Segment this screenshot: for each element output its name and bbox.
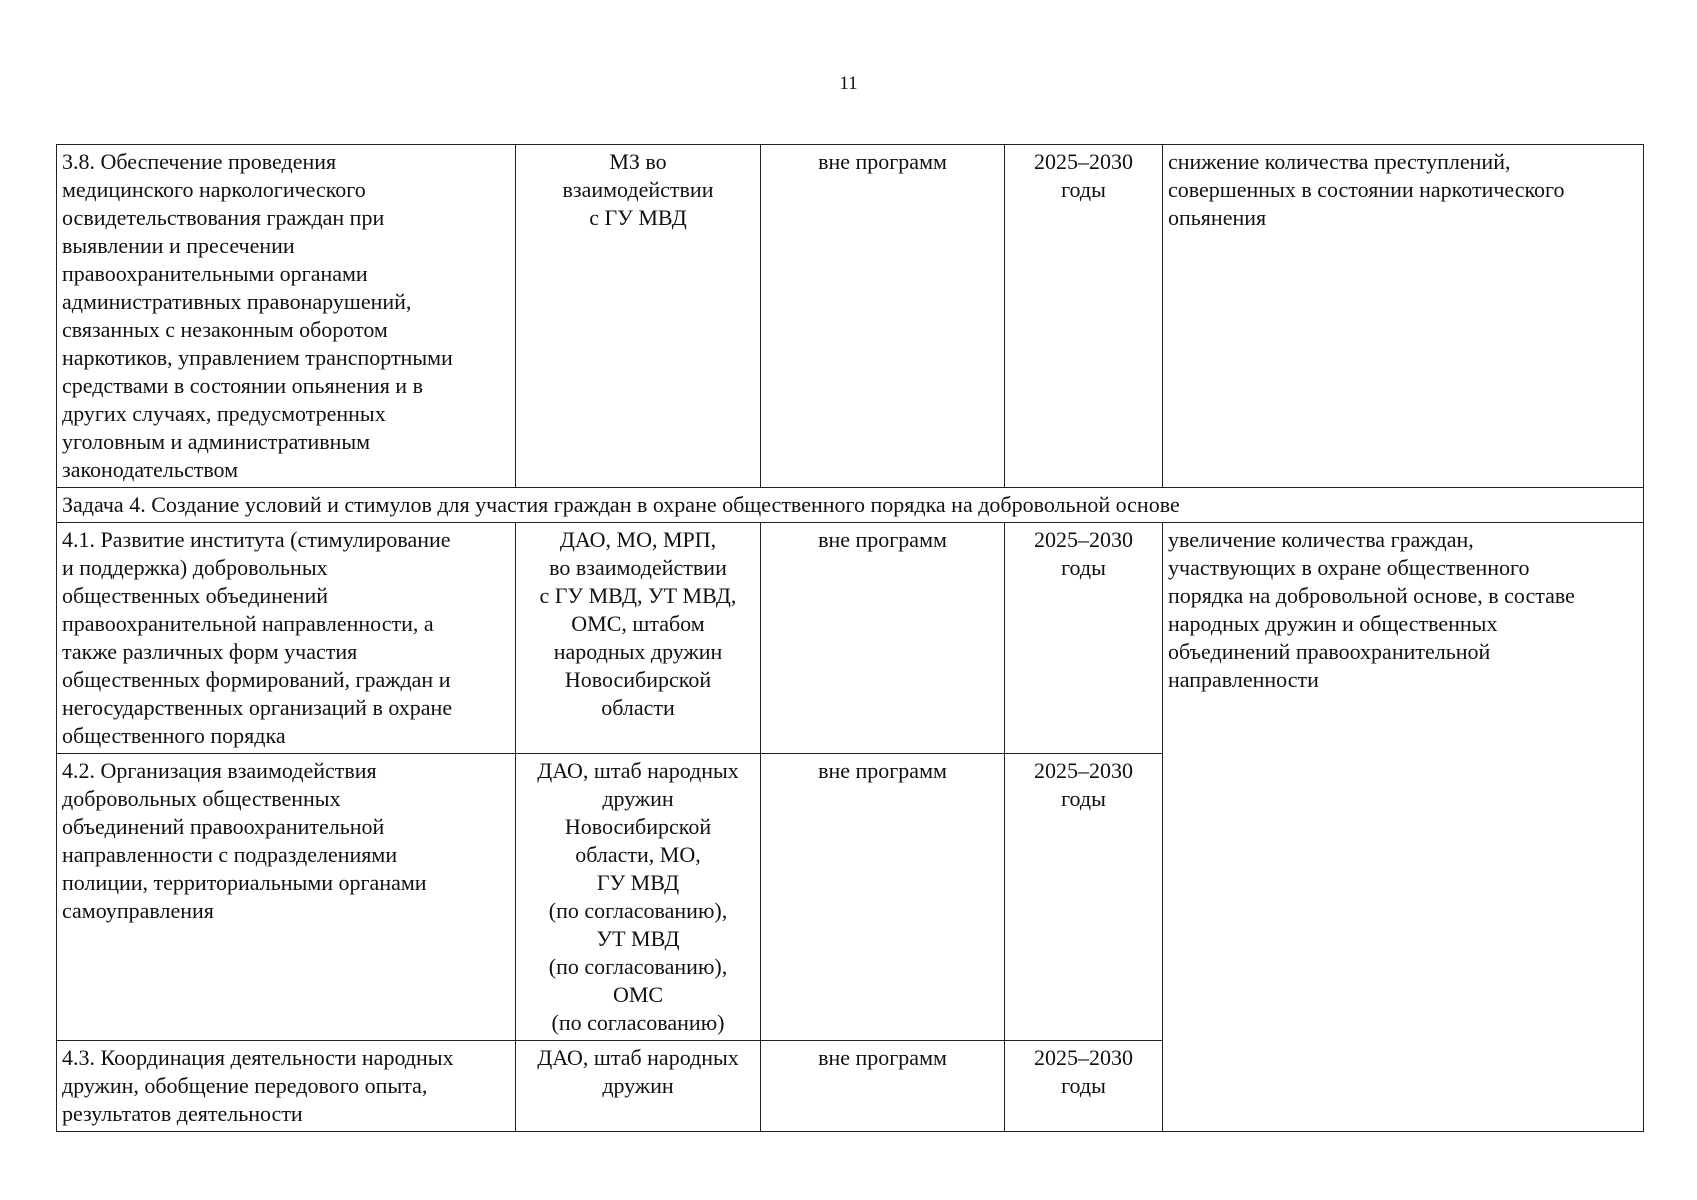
measure-cell: 4.3. Координация деятельности народных дружин, обобщение передового опыта, результатов деятельности: [57, 1041, 516, 1132]
table-row: [57, 145, 1644, 488]
funding-cell: вне программ: [761, 1041, 1005, 1132]
period-cell: 2025–2030 годы: [1005, 754, 1163, 1041]
task-header-row: [57, 488, 1644, 523]
page-number: 11: [839, 73, 858, 94]
period-cell: 2025–2030 годы: [1005, 145, 1163, 488]
executor-cell: ДАО, МО, МРП, во взаимодействии с ГУ МВД, УТ МВД, ОМС, штабом народных дружин Новосибирской области: [516, 523, 761, 754]
table-row: [57, 523, 1644, 754]
result-cell: увеличение количества граждан, участвующих в охране общественного порядка на добровольной основе, в составе народных дружин и общественных объединений правоохранительной направленности: [1163, 523, 1644, 1132]
measure-cell: 3.8. Обеспечение проведения медицинского наркологического освидетельствования граждан при выявлении и пресечении правоохранительными органами административных правонарушений, связанных с незаконным оборотом наркотиков, управлением транспортными средствами в состоянии опьянения и в других случаях, предусмотренных уголовным и административным законодательством: [57, 145, 516, 488]
funding-cell: вне программ: [761, 754, 1005, 1041]
measure-cell: 4.1. Развитие института (стимулирование и поддержка) добровольных общественных объединений правоохранительной направленности, а также различных форм участия общественных формирований, граждан и негосударственных организаций в охране общественного порядка: [57, 523, 516, 754]
executor-cell: МЗ во взаимодействии с ГУ МВД: [516, 145, 761, 488]
task-title: Задача 4. Создание условий и стимулов для участия граждан в охране общественного порядка на добровольной основе: [57, 488, 1644, 523]
executor-cell: ДАО, штаб народных дружин Новосибирской области, МО, ГУ МВД (по согласованию), УТ МВД (по согласованию), ОМС (по согласованию): [516, 754, 761, 1041]
executor-cell: ДАО, штаб народных дружин: [516, 1041, 761, 1132]
period-cell: 2025–2030 годы: [1005, 523, 1163, 754]
funding-cell: вне программ: [761, 145, 1005, 488]
funding-cell: вне программ: [761, 523, 1005, 754]
result-cell: снижение количества преступлений, совершенных в состоянии наркотического опьянения: [1163, 145, 1644, 488]
measures-table: [56, 144, 1644, 1132]
period-cell: 2025–2030 годы: [1005, 1041, 1163, 1132]
measure-cell: 4.2. Организация взаимодействия добровольных общественных объединений правоохранительной направленности с подразделениями полиции, территориальными органами самоуправления: [57, 754, 516, 1041]
